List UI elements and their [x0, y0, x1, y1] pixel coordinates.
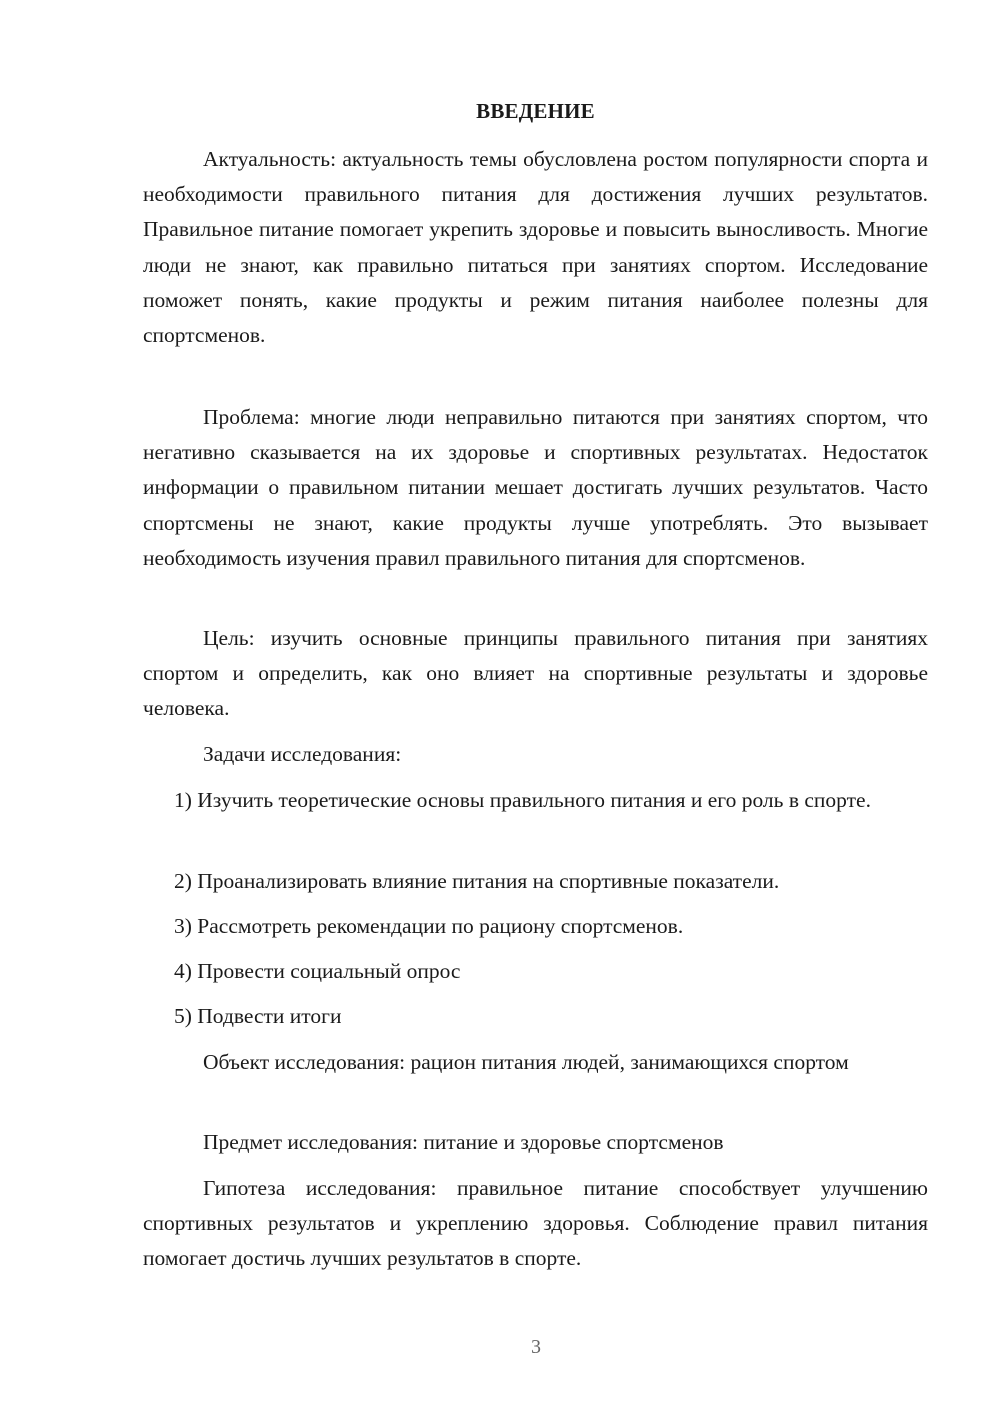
page-title: ВВЕДЕНИЕ: [476, 99, 595, 123]
paragraph-problem: Проблема: многие люди неправильно питаются при занятиях спортом, что негативно сказывается на их здоровье и спортивных результатах. Недостаток информации о правильном питании мешает достигать лучших результатов. Часто спортсмены не знают, какие продукты лучше употреблять. Это вызывает необходимость изучения правил правильного питания для спортсменов.: [143, 405, 928, 570]
task-item-2: 2) Проанализировать влияние питания на спортивные показатели.: [174, 869, 780, 893]
task-item-4: 4) Провести социальный опрос: [174, 959, 461, 983]
page-number: 3: [531, 1336, 541, 1358]
task-item-3: 3) Рассмотреть рекомендации по рациону спортсменов.: [174, 914, 684, 938]
tasks-heading: Задачи исследования:: [203, 742, 402, 766]
paragraph-hypothesis: Гипотеза исследования: правильное питание способствует улучшению спортивных результатов и укреплению здоровья. Соблюдение правил питания помогает достичь лучших результатов в спорте.: [143, 1176, 928, 1271]
paragraph-goal: Цель: изучить основные принципы правильного питания при занятиях спортом и определить, как оно влияет на спортивные результаты и здоровье человека.: [143, 626, 928, 721]
paragraph-object: Объект исследования: рацион питания людей, занимающихся спортом: [203, 1050, 849, 1074]
task-item-1: 1) Изучить теоретические основы правильного питания и его роль в спорте.: [174, 788, 871, 812]
task-item-5: 5) Подвести итоги: [174, 1004, 342, 1028]
paragraph-subject: Предмет исследования: питание и здоровье спортсменов: [203, 1130, 724, 1154]
paragraph-relevance: Актуальность: актуальность темы обусловлена ростом популярности спорта и необходимости правильного питания для достижения лучших результатов. Правильное питание помогает укрепить здоровье и повысить выносливость. Многие люди не знают, как правильно питаться при занятиях спортом. Исследование поможет понять, какие продукты и режим питания наиболее полезны для спортсменов.: [143, 147, 928, 348]
